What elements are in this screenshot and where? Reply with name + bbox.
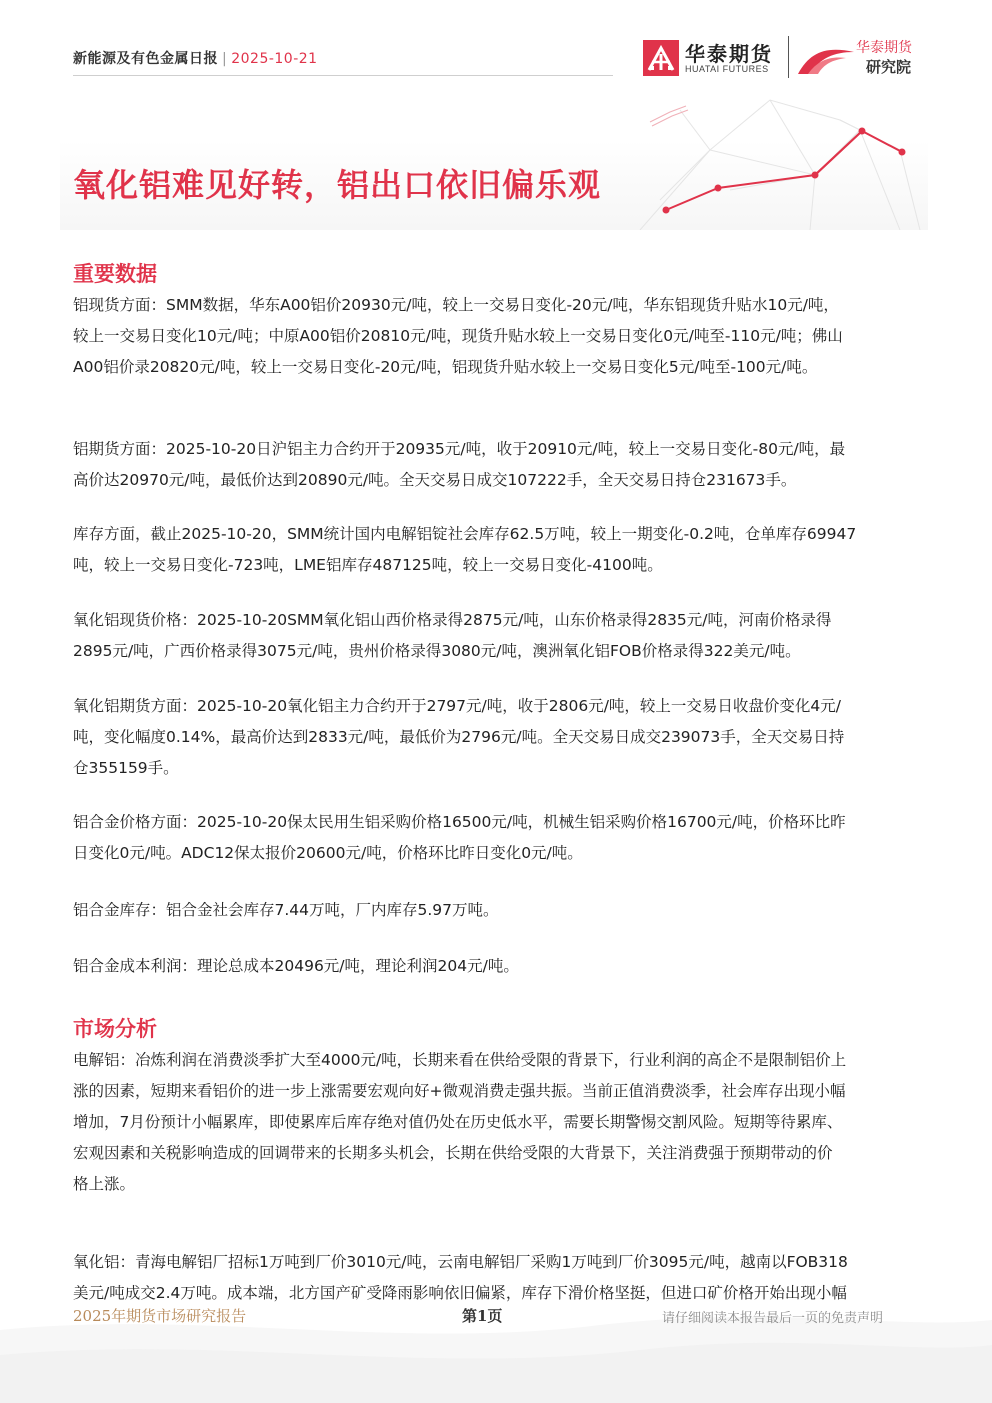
footer-report-title: 2025年期货市场研究报告 [73,1307,247,1325]
report-name: 新能源及有色金属日报 [73,51,218,67]
paragraph-alumina-spot: 氧化铝现货价格：2025-10-20SMM氧化铝山西价格录得2875元/吨，山东价格录得2835元/吨，河南价格录得 2895元/吨，广西价格录得3075元/吨，贵州价格录得3080元/吨，澳洲氧化铝FOB价格录得322美元/吨。 [73,611,832,660]
brand-name-en: HUATAI FUTURES [685,64,769,74]
logo-divider [788,36,789,78]
institute-swoosh-icon [796,42,856,76]
paragraph-inventory: 库存方面，截止2025-10-20，SMM统计国内电解铝锭社会库存62.5万吨，较上一期变化-0.2吨，仓单库存69947 吨，较上一交易日变化-723吨，LME铝库存487125吨，较上一交易日变化-4100吨。 [73,525,857,574]
huatai-logo-icon [643,40,679,76]
paragraph-alloy-cost-profit: 铝合金成本利润：理论总成本20496元/吨，理论利润204元/吨。 [73,957,519,975]
institute-brand: 华泰期货 [856,40,912,56]
header-separator: | [222,51,228,67]
paragraph-alumina-analysis: 氧化铝：青海电解铝厂招标1万吨到厂价3010元/吨，云南电解铝厂采购1万吨到厂价3095元/吨，越南以FOB318 美元/吨成交2.4万吨。成本端，北方国产矿受降雨影响依旧偏紧，库存下滑价格坚挺，但进口矿价格开始出现小幅 [73,1253,848,1302]
paragraph-electrolytic-aluminum: 电解铝：冶炼利润在消费淡季扩大至4000元/吨，长期来看在供给受限的背景下，行业利润的高企不是限制铝价上 涨的因素，短期来看铝价的进一步上涨需要宏观向好+微观消费走强共振。当前正值消费淡季，社会库存出现小幅 增加，7月份预计小幅累库，即使累库后库存绝对值仍处在历史低水平，需要长期警惕交割风险。短期等待累库、 宏观因素和关税影响造成的回调带来的长期多头机会，长期在供给受限的大背景下，关注消费强于预期带动的价 格上涨。 [73,1051,847,1193]
section-heading-market-analysis: 市场分析 [73,1017,157,1041]
paragraph-alloy-inventory: 铝合金库存：铝合金社会库存7.44万吨，厂内库存5.97万吨。 [73,901,499,919]
research-institute-logo [796,36,926,80]
network-decoration [600,90,930,230]
paragraph-aluminum-spot: 铝现货方面：SMM数据，华东A00铝价20930元/吨，较上一交易日变化-20元/吨，华东铝现货升贴水10元/吨， 较上一交易日变化10元/吨；中原A00铝价20810元/吨，现货升贴水较上一交易日变化0元/吨至-110元/吨；佛山 A00铝价录20820元/吨，较上一交易日变化-20元/吨，铝现货升贴水较上一交易日变化5元/吨至-100元/吨。 [73,296,843,376]
paragraph-alumina-futures: 氧化铝期货方面：2025-10-20氧化铝主力合约开于2797元/吨，收于2806元/吨，较上一交易日收盘价变化4元/ 吨，变化幅度0.14%，最高价达到2833元/吨，最低价为2796元/吨。全天交易日成交239073手，全天交易日持 仓355159手。 [73,697,845,777]
page-number: 第1页 [462,1307,503,1325]
huatai-futures-logo [643,38,783,80]
paragraph-aluminum-futures: 铝期货方面：2025-10-20日沪铝主力合约开于20935元/吨，收于20910元/吨，较上一交易日变化-80元/吨，最 高价达20970元/吨，最低价达到20890元/吨。全天交易日成交107222手，全天交易日持仓231673手。 [73,440,846,489]
brand-name-cn: 华泰期货 [685,42,773,66]
report-header [73,48,318,68]
footer-disclaimer: 请仔细阅读本报告最后一页的免责声明 [662,1311,884,1326]
document-title: 氧化铝难见好转，铝出口依旧偏乐观 [73,166,602,204]
report-date: 2025-10-21 [231,51,318,67]
section-heading-key-data: 重要数据 [73,262,157,286]
institute-name: 研究院 [866,58,912,76]
paragraph-alloy-price: 铝合金价格方面：2025-10-20保太民用生铝采购价格16500元/吨，机械生铝采购价格16700元/吨，价格环比昨 日变化0元/吨。ADC12保太报价20600元/吨，价格环比昨日变化0元/吨。 [73,813,846,862]
header-rule [73,75,613,76]
